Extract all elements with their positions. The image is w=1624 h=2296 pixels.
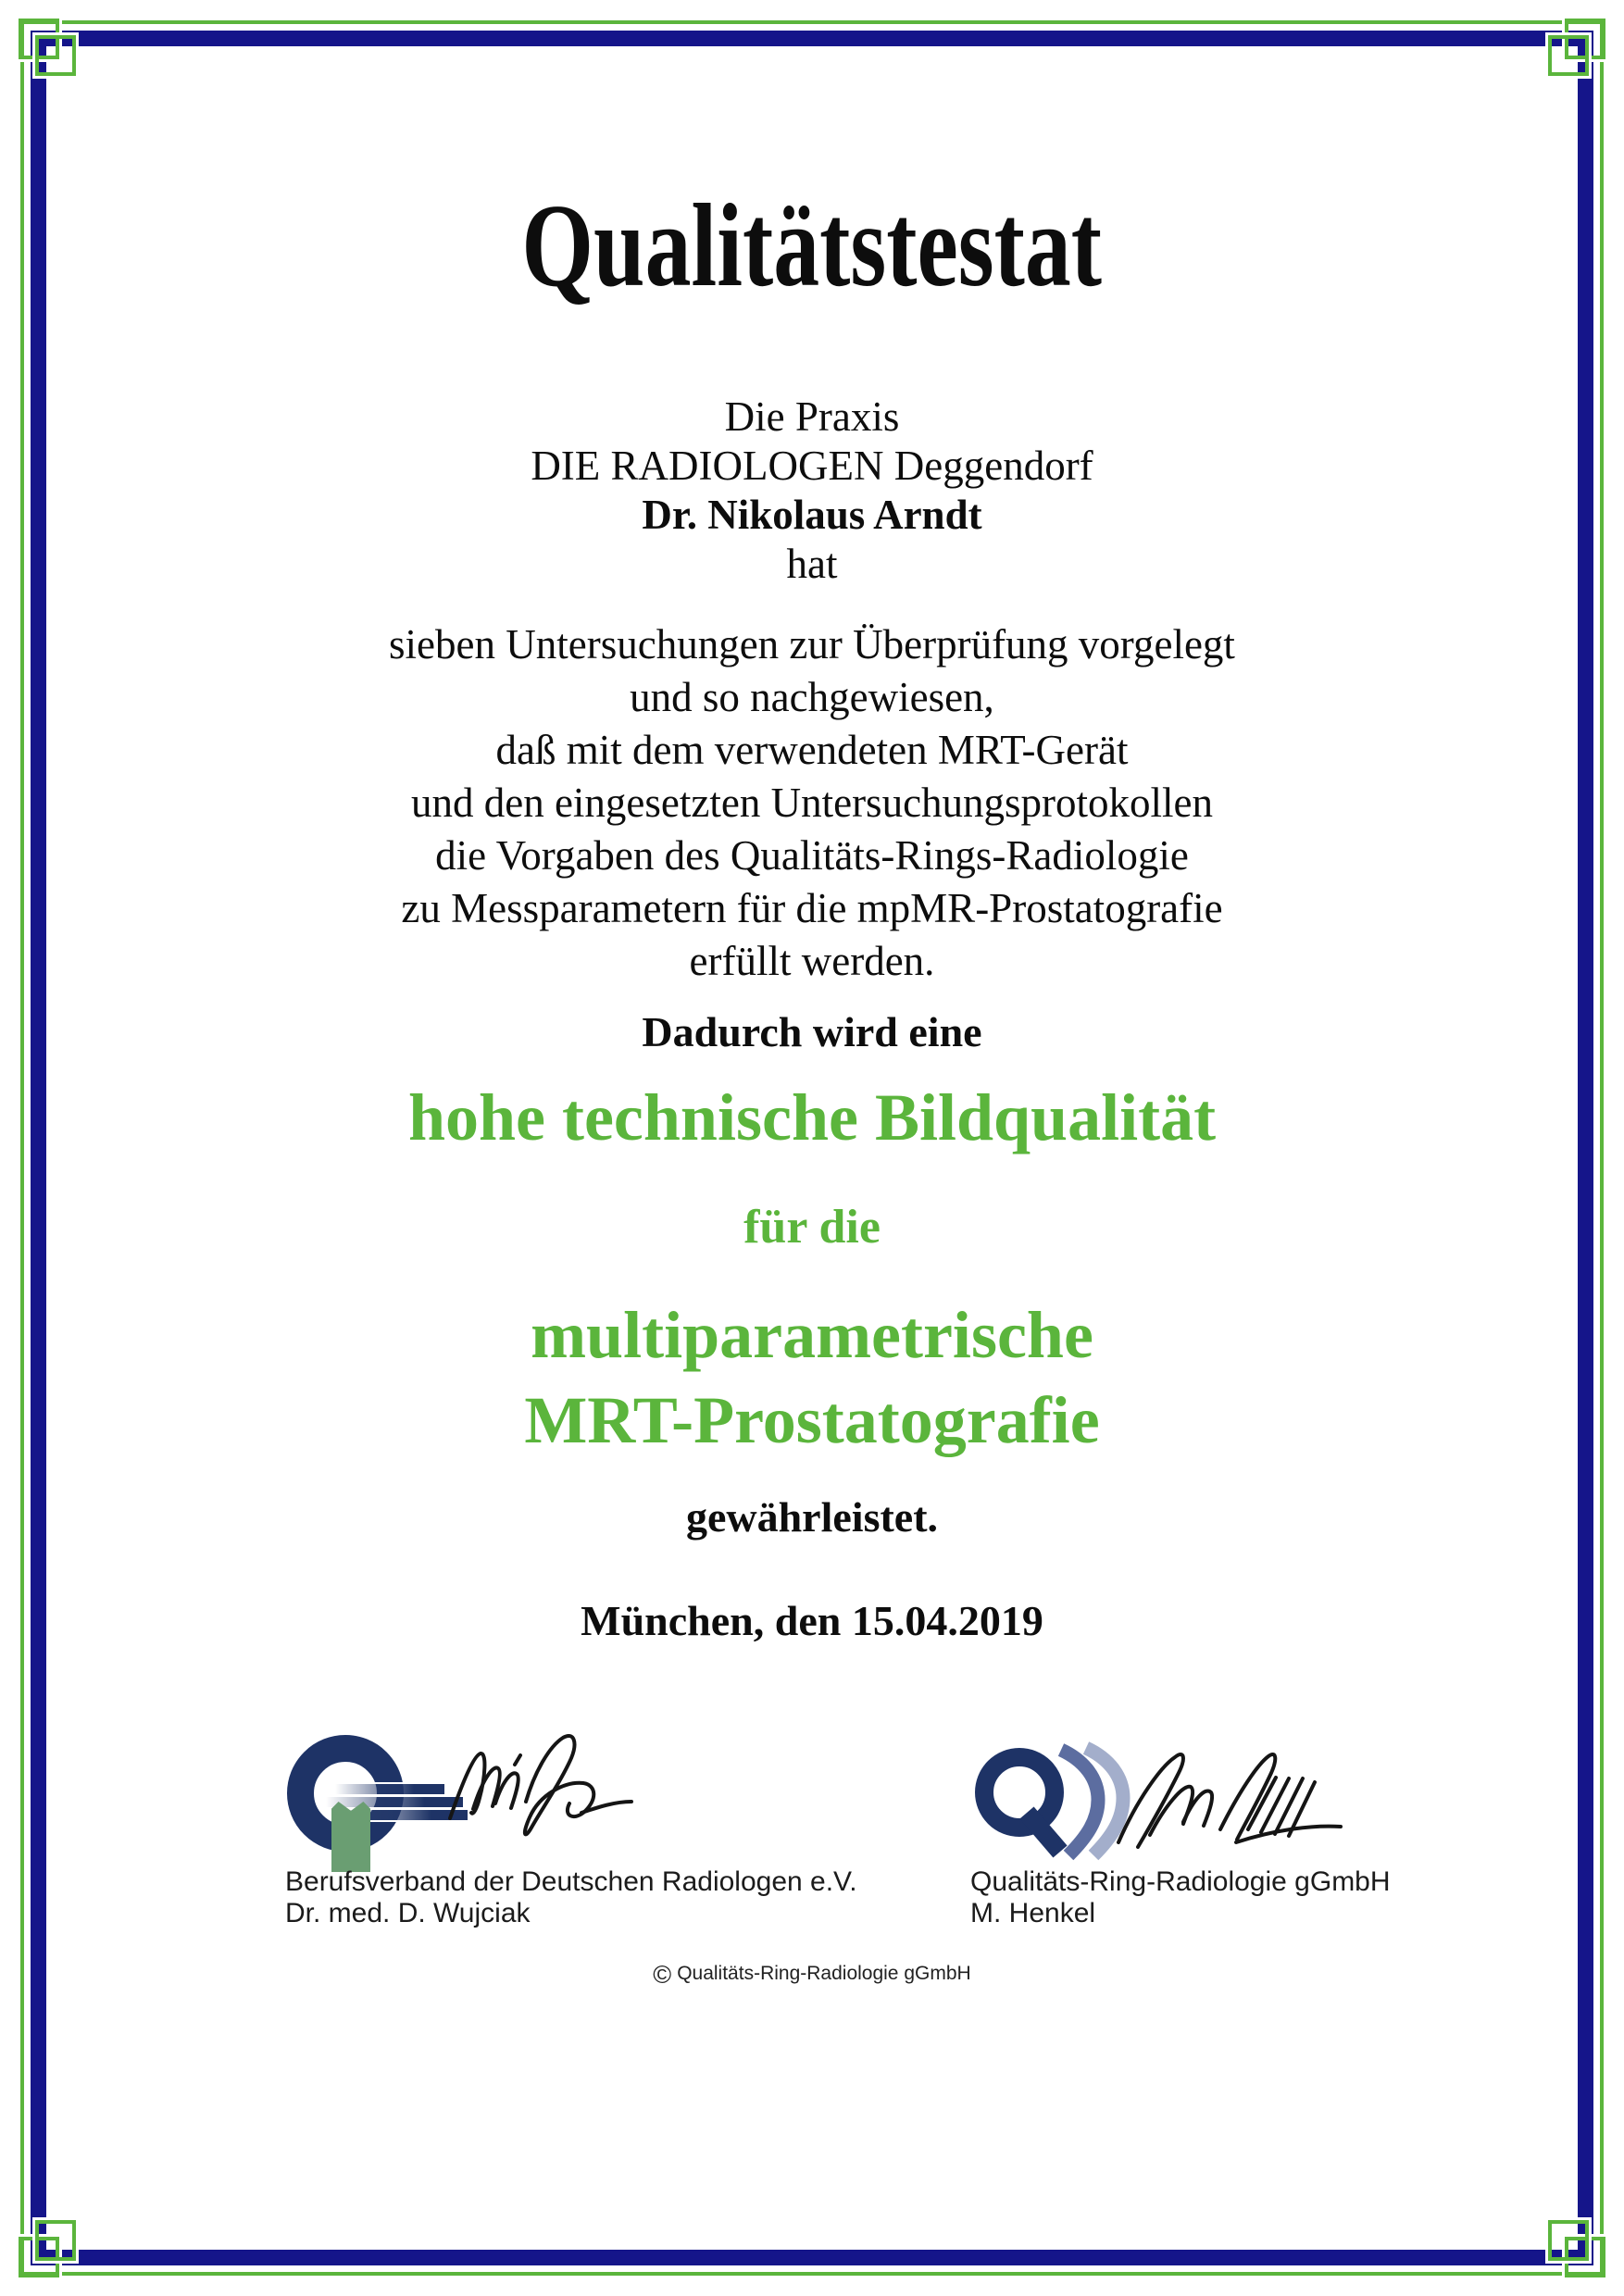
corner-square bbox=[35, 2220, 76, 2261]
result-highlight-procedure-line2: MRT-Prostatografie bbox=[524, 1383, 1100, 1457]
statement-line: sieben Untersuchungen zur Überprüfung vorgelegt bbox=[389, 621, 1235, 668]
certificate-title-text: Qualitätstestat bbox=[521, 180, 1103, 311]
intro-line-hat: hat bbox=[786, 541, 838, 587]
result-closing: gewährleistet. bbox=[685, 1493, 939, 1541]
intro-line-doctor-name: Dr. Nikolaus Arndt bbox=[642, 492, 982, 538]
copyright-text: Qualitäts-Ring-Radiologie gGmbH bbox=[677, 1963, 971, 1984]
result-highlight-quality: hohe technische Bildqualität bbox=[407, 1080, 1217, 1154]
right-signatory-name: M. Henkel bbox=[970, 1898, 1096, 1928]
corner-square bbox=[35, 35, 76, 76]
statement-line: erfüllt werden. bbox=[689, 938, 935, 984]
corner-ornament-top-left bbox=[17, 17, 94, 94]
corner-square bbox=[1548, 35, 1589, 76]
right-signatory-organization: Qualitäts-Ring-Radiologie gGmbH bbox=[970, 1866, 1391, 1897]
signature-left-icon bbox=[443, 1724, 651, 1853]
place-and-date: München, den 15.04.2019 bbox=[581, 1597, 1043, 1644]
left-signatory-caption bbox=[285, 1866, 857, 1929]
intro-line-practice-name: DIE RADIOLOGEN Deggendorf bbox=[531, 443, 1093, 489]
statement-line: daß mit dem verwendeten MRT-Gerät bbox=[495, 727, 1129, 773]
corner-square bbox=[1548, 2220, 1589, 2261]
bdr-tongue-icon bbox=[331, 1802, 370, 1872]
left-signatory-name: Dr. med. D. Wujciak bbox=[285, 1898, 531, 1928]
result-highlight-procedure-line1: multiparametrische bbox=[531, 1298, 1093, 1372]
signature-right-icon bbox=[1111, 1739, 1361, 1868]
statement-line: die Vorgaben des Qualitäts-Rings-Radiologie bbox=[435, 832, 1189, 879]
result-lead: Dadurch wird eine bbox=[642, 1008, 982, 1055]
right-signatory-caption bbox=[970, 1866, 1391, 1929]
statement-line: und den eingesetzten Untersuchungsprotokollen bbox=[410, 780, 1214, 826]
left-signatory-organization: Berufsverband der Deutschen Radiologen e.V. bbox=[285, 1866, 857, 1897]
result-connector: für die bbox=[743, 1201, 881, 1254]
bdr-stripe-icon bbox=[335, 1784, 444, 1794]
corner-ornament-bottom-right bbox=[1530, 2202, 1607, 2279]
corner-ornament-bottom-left bbox=[17, 2202, 94, 2279]
copyright-symbol-icon: © bbox=[653, 1961, 672, 1989]
intro-line-praxis: Die Praxis bbox=[724, 393, 900, 440]
corner-ornament-top-right bbox=[1530, 17, 1607, 94]
statement-line: zu Messparametern für die mpMR-Prostatografie bbox=[401, 885, 1223, 931]
statement-line: und so nachgewiesen, bbox=[630, 674, 994, 720]
inner-navy-frame bbox=[31, 31, 1593, 2265]
